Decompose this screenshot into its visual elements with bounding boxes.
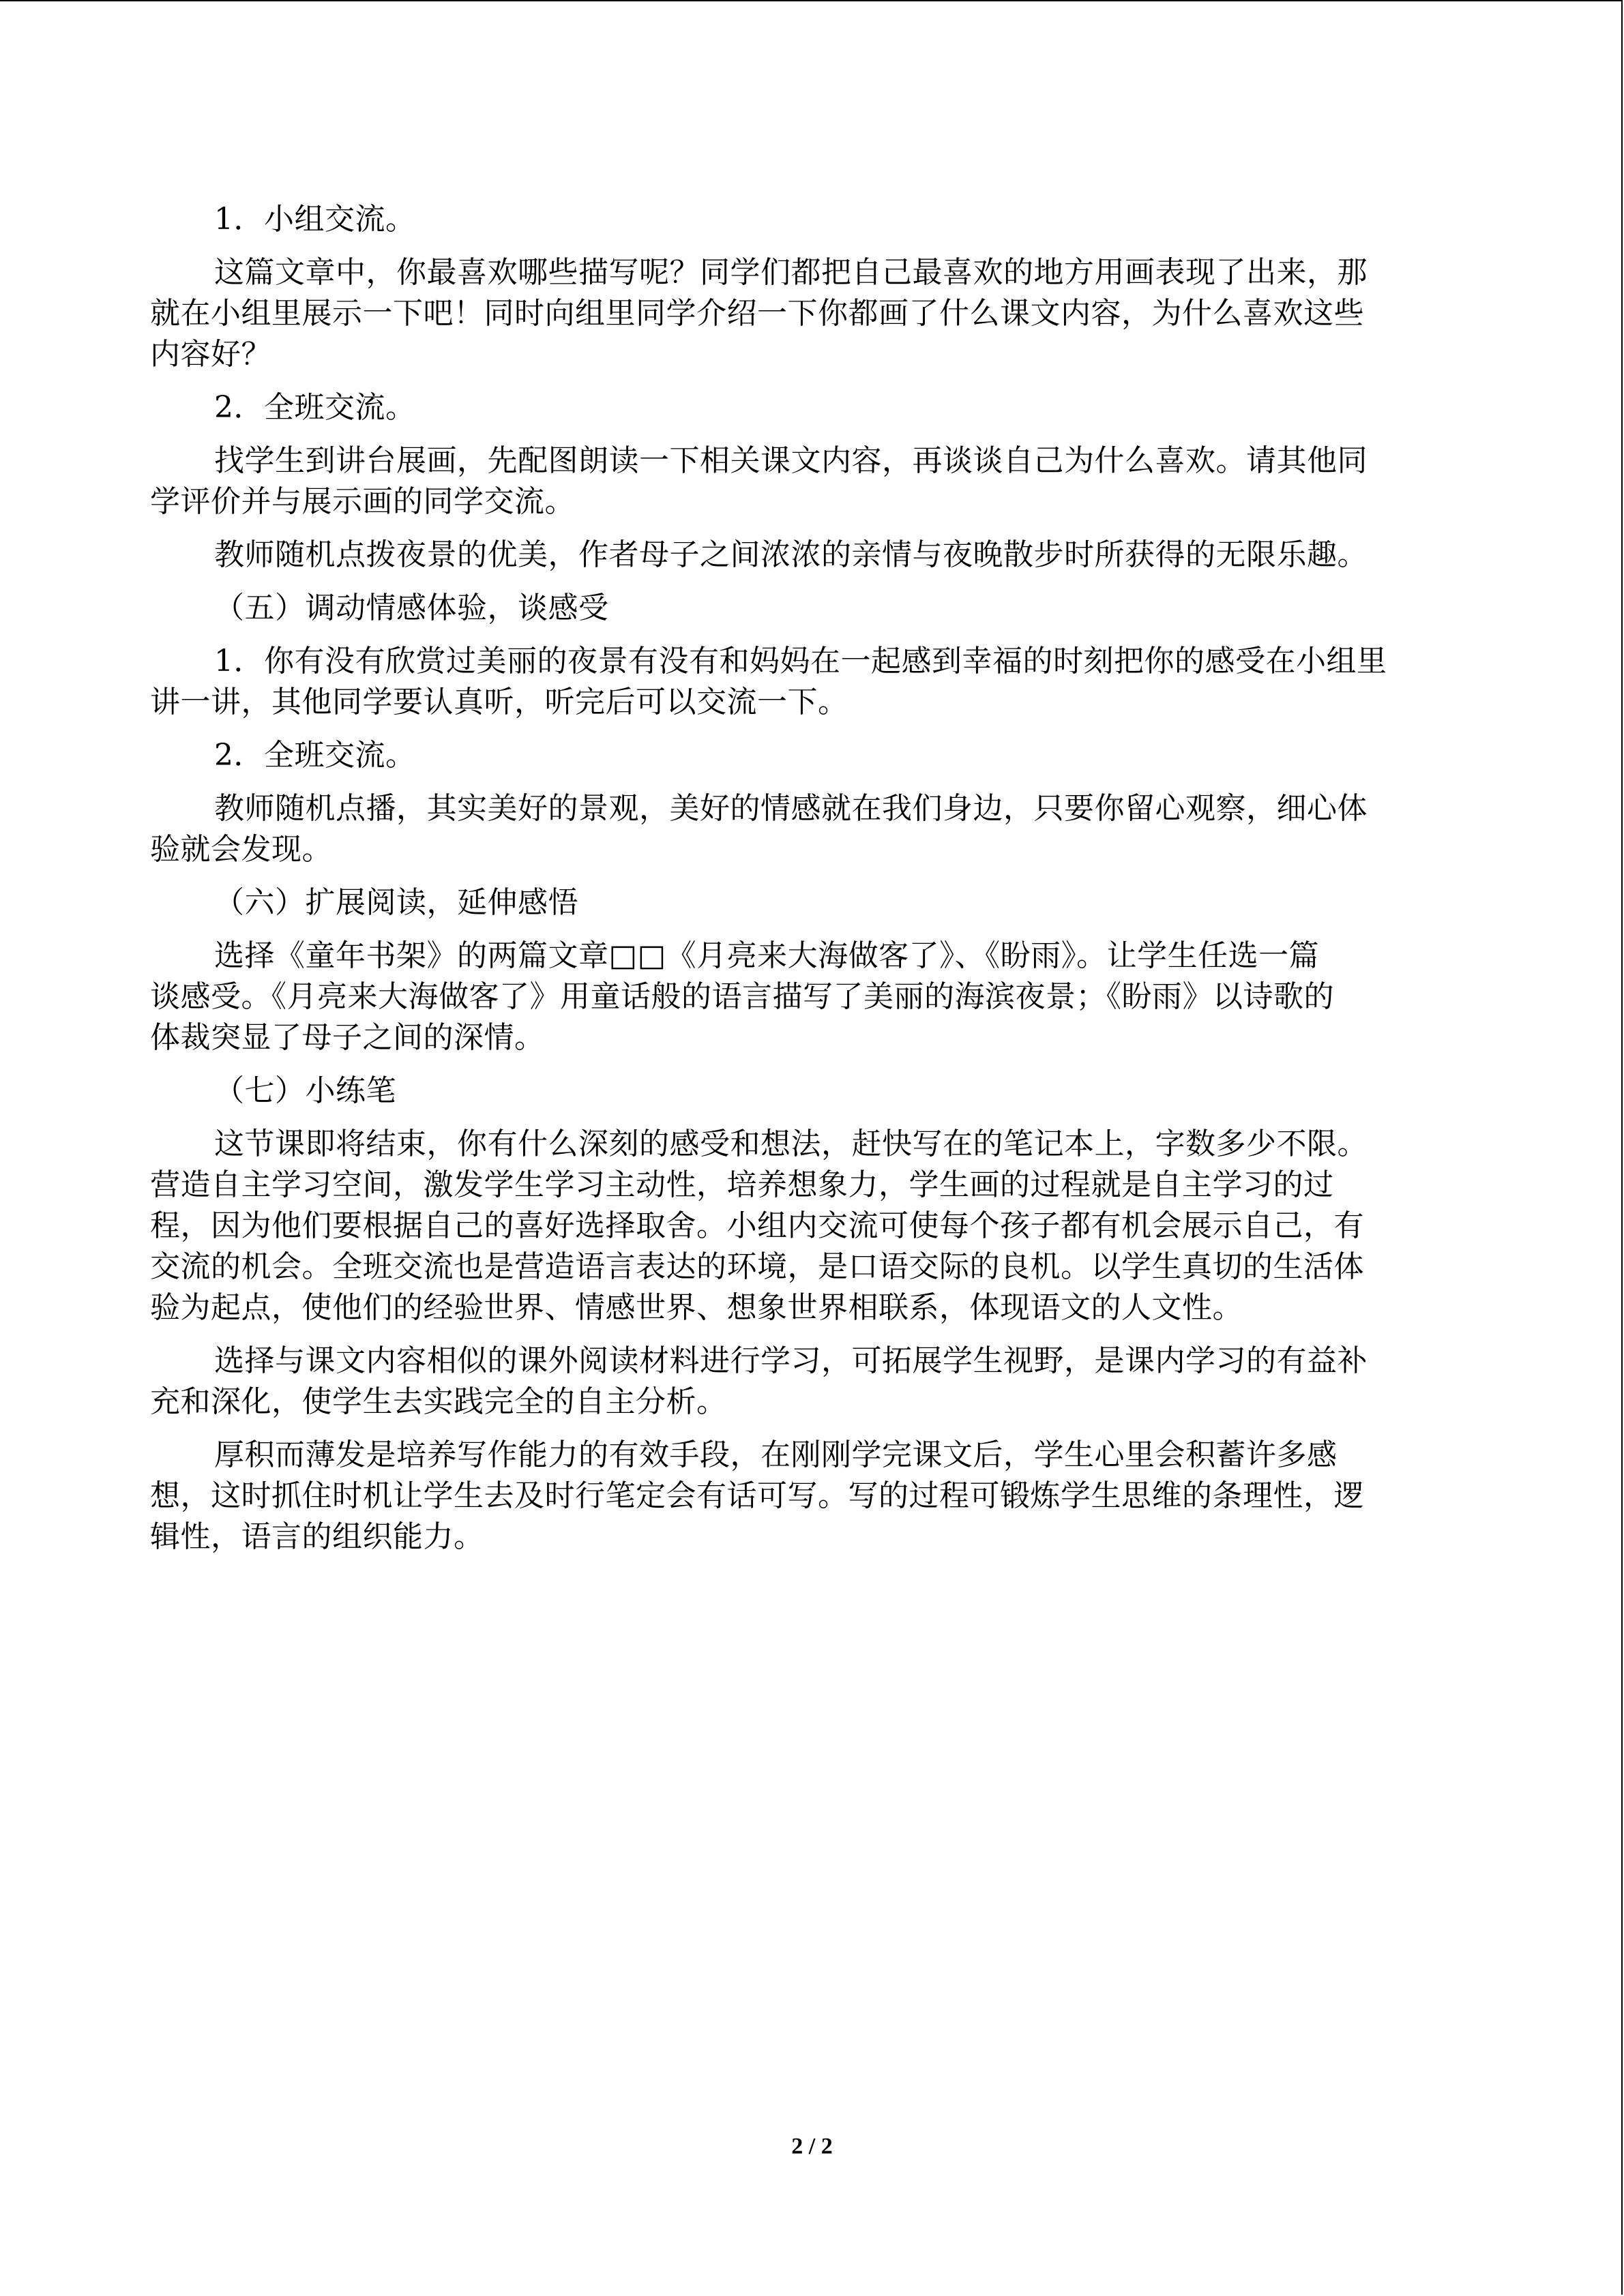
paragraph-line: 体裁突显了母子之间的深情。	[150, 1020, 545, 1055]
paragraph-line: 充和深化，使学生去实践完全的自主分析。	[150, 1384, 727, 1419]
paragraph-line: 验就会发现。	[150, 832, 332, 867]
paragraph-line: 营造自主学习空间，激发学生学习主动性，培养想象力，学生画的过程就是自主学习的过	[150, 1167, 1334, 1202]
paragraph-line: 辑性，语言的组织能力。	[150, 1519, 484, 1554]
paragraph-line: 找学生到讲台展画，先配图朗读一下相关课文内容，再谈谈自己为什么喜欢。请其他同	[214, 443, 1368, 478]
paragraph-line: 选择与课文内容相似的课外阅读材料进行学习，可拓展学生视野，是课内学习的有益补	[214, 1343, 1368, 1378]
paragraph-line: 讲一讲，其他同学要认真听，听完后可以交流一下。	[150, 685, 848, 719]
page-number: 2 / 2	[791, 2134, 833, 2159]
paragraph-line: 谈感受。《月亮来大海做客了》用童话般的语言描写了美丽的海滨夜景；《盼雨》以诗歌的	[150, 979, 1334, 1014]
numbered-step: 2．全班交流。	[214, 738, 416, 773]
paragraph-line: 交流的机会。全班交流也是营造语言表达的环境，是口语交际的良机。以学生真切的生活体	[150, 1249, 1364, 1284]
numbered-step: 2．全班交流。	[214, 390, 416, 425]
section-heading: （七）小练笔	[214, 1073, 396, 1108]
section-heading: （六）扩展阅读，延伸感悟	[214, 885, 578, 920]
paragraph-line: 选择《童年书架》的两篇文章□□《月亮来大海做客了》、《盼雨》。让学生任选一篇	[214, 938, 1320, 973]
paragraph-line: 教师随机点播，其实美好的景观，美好的情感就在我们身边，只要你留心观察，细心体	[214, 791, 1368, 826]
paragraph-line: 这篇文章中，你最喜欢哪些描写呢？同学们都把自己最喜欢的地方用画表现了出来，那	[214, 255, 1368, 290]
paragraph-line: 学评价并与展示画的同学交流。	[150, 484, 575, 519]
document-body	[150, 199, 1460, 1557]
paragraph-line: 验为起点，使他们的经验世界、情感世界、想象世界相联系，体现语文的人文性。	[150, 1290, 1243, 1325]
paragraph-line: 教师随机点拨夜景的优美，作者母子之间浓浓的亲情与夜晚散步时所获得的无限乐趣。	[214, 537, 1368, 572]
paragraph-line: 就在小组里展示一下吧！同时向组里同学介绍一下你都画了什么课文内容，为什么喜欢这些	[150, 296, 1364, 331]
paragraph-line: 程，因为他们要根据自己的喜好选择取舍。小组内交流可使每个孩子都有机会展示自己，有	[150, 1208, 1364, 1243]
paragraph-line: 内容好？	[150, 337, 271, 372]
paragraph-line: 想，这时抓住时机让学生去及时行笔定会有话可写。写的过程可锻炼学生思维的条理性，逻	[150, 1478, 1364, 1513]
paragraph-line: 这节课即将结束，你有什么深刻的感受和想法，赶快写在的笔记本上，字数多少不限。	[214, 1127, 1368, 1161]
section-heading: （五）调动情感体验，谈感受	[214, 591, 609, 625]
numbered-step: 1．小组交流。	[214, 202, 416, 237]
paragraph-line: 1．你有没有欣赏过美丽的夜景有没有和妈妈在一起感到幸福的时刻把你的感受在小组里	[214, 644, 1387, 679]
paragraph-line: 厚积而薄发是培养写作能力的有效手段，在刚刚学完课文后，学生心里会积蓄许多感	[214, 1437, 1338, 1472]
